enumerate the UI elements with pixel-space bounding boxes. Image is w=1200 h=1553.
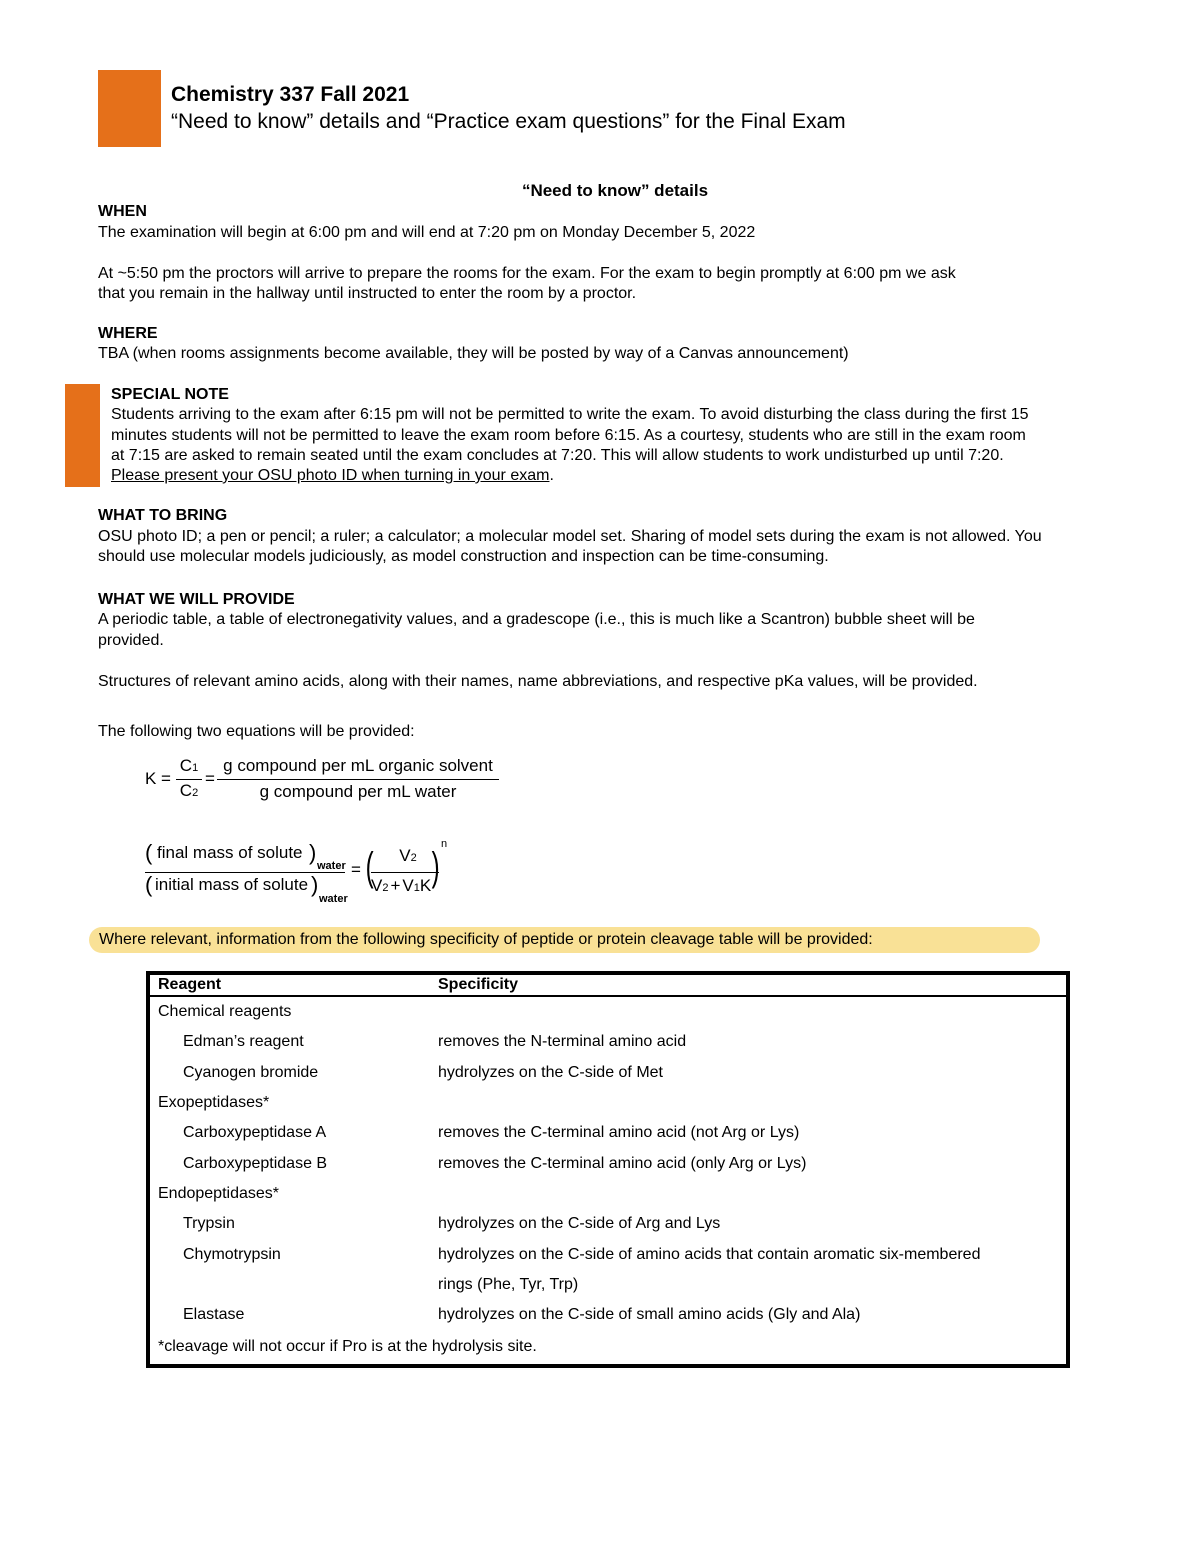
special-note-line-4: Please present your OSU photo ID when turning in your exam. bbox=[111, 467, 554, 484]
what-to-bring-line-2: should use molecular models judiciously, as model construction and inspection can be time-consuming. bbox=[98, 548, 829, 565]
section-title: “Need to know” details bbox=[521, 181, 709, 200]
special-note-line-3: at 7:15 are asked to remain seated until the exam concludes at 7:20. This will allow students to work undisturbed up until 7:20. bbox=[111, 447, 1004, 464]
table-header-specificity: Specificity bbox=[438, 975, 1066, 996]
table-footnote: *cleavage will not occur if Pro is at the hydrolysis site. bbox=[158, 1338, 537, 1356]
where-heading: WHERE bbox=[98, 325, 158, 342]
special-note-accent-bar bbox=[65, 384, 100, 487]
table-footnote-row bbox=[150, 1330, 1066, 1364]
header-accent-block bbox=[98, 70, 161, 147]
what-to-bring-line-1: OSU photo ID; a pen or pencil; a ruler; a calculator; a molecular model set. Sharing of model sets during the exam is not allowed. You bbox=[98, 528, 1042, 545]
when-arrival-line-1: At ~5:50 pm the proctors will arrive to prepare the rooms for the exam. For the exam to begin promptly at 6:00 pm we ask bbox=[98, 265, 956, 282]
table-row: Chemical reagents bbox=[158, 1003, 292, 1021]
table-row: rings (Phe, Tyr, Trp) bbox=[438, 1275, 579, 1293]
amino-acid-structures-note: Structures of relevant amino acids, along with their names, name abbreviations, and respective pKa values, will be provided. bbox=[98, 673, 978, 690]
table-row: Elastase hydrolyzes on the C-side of small amino acids (Gly and Ala) bbox=[183, 1306, 861, 1324]
when-text: The examination will begin at 6:00 pm and will end at 7:20 pm on Monday December 5, 2022 bbox=[98, 224, 756, 241]
cleavage-table-note: Where relevant, information from the following specificity of peptide or protein cleavage table will be provided: bbox=[89, 927, 1040, 953]
table-row: Cyanogen bromide hydrolyzes on the C-side of Met bbox=[183, 1063, 663, 1081]
cleavage-specificity-table bbox=[146, 971, 1070, 1368]
what-we-provide-line-2: provided. bbox=[98, 632, 164, 649]
when-heading: WHEN bbox=[98, 203, 147, 220]
document-subtitle: “Need to know” details and “Practice exam questions” for the Final Exam bbox=[171, 110, 846, 133]
table-row: Carboxypeptidase A removes the C-terminal amino acid (not Arg or Lys) bbox=[183, 1124, 800, 1142]
what-we-provide-line-1: A periodic table, a table of electronegativity values, and a gradescope (i.e., this is much like a Scantron) bubble sheet will be bbox=[98, 611, 975, 628]
special-note-line-1: Students arriving to the exam after 6:15 pm will not be permitted to write the exam. To avoid disturbing the class during the first 15 bbox=[111, 406, 1029, 423]
equations-intro: The following two equations will be provided: bbox=[98, 723, 415, 740]
what-to-bring-heading: WHAT TO BRING bbox=[98, 507, 228, 524]
special-note-heading: SPECIAL NOTE bbox=[111, 386, 229, 403]
table-row: Trypsin hydrolyzes on the C-side of Arg and Lys bbox=[183, 1215, 721, 1233]
equation-extraction-fraction: ( final mass of solute ) water ( initial mass of solute ) water = ( V2 V2 + V1K ) n bbox=[145, 838, 448, 905]
what-we-provide-heading: WHAT WE WILL PROVIDE bbox=[98, 591, 295, 608]
document-title: Chemistry 337 Fall 2021 bbox=[171, 83, 410, 106]
table-row: Exopeptidases* bbox=[158, 1094, 270, 1112]
table-row: Edman’s reagent removes the N-terminal amino acid bbox=[183, 1033, 687, 1051]
photo-id-reminder: Please present your OSU photo ID when turning in your exam bbox=[111, 467, 550, 484]
equation-partition-coefficient: K = C1 C2 = g compound per mL organic solvent g compound per mL water bbox=[145, 756, 505, 808]
where-text: TBA (when rooms assignments become available, they will be posted by way of a Canvas announcement) bbox=[98, 345, 849, 362]
table-row: Chymotrypsin hydrolyzes on the C-side of amino acids that contain aromatic six-membered bbox=[183, 1245, 981, 1263]
table-header-reagent: Reagent bbox=[150, 975, 438, 996]
special-note-line-2: minutes students will not be permitted to leave the exam room before 6:15. As a courtesy, students who are still in the exam room bbox=[111, 427, 1026, 444]
when-arrival-line-2: that you remain in the hallway until instructed to enter the room by a proctor. bbox=[98, 285, 637, 302]
table-row: Carboxypeptidase B removes the C-terminal amino acid (only Arg or Lys) bbox=[183, 1154, 807, 1172]
table-row: Endopeptidases* bbox=[158, 1184, 279, 1202]
